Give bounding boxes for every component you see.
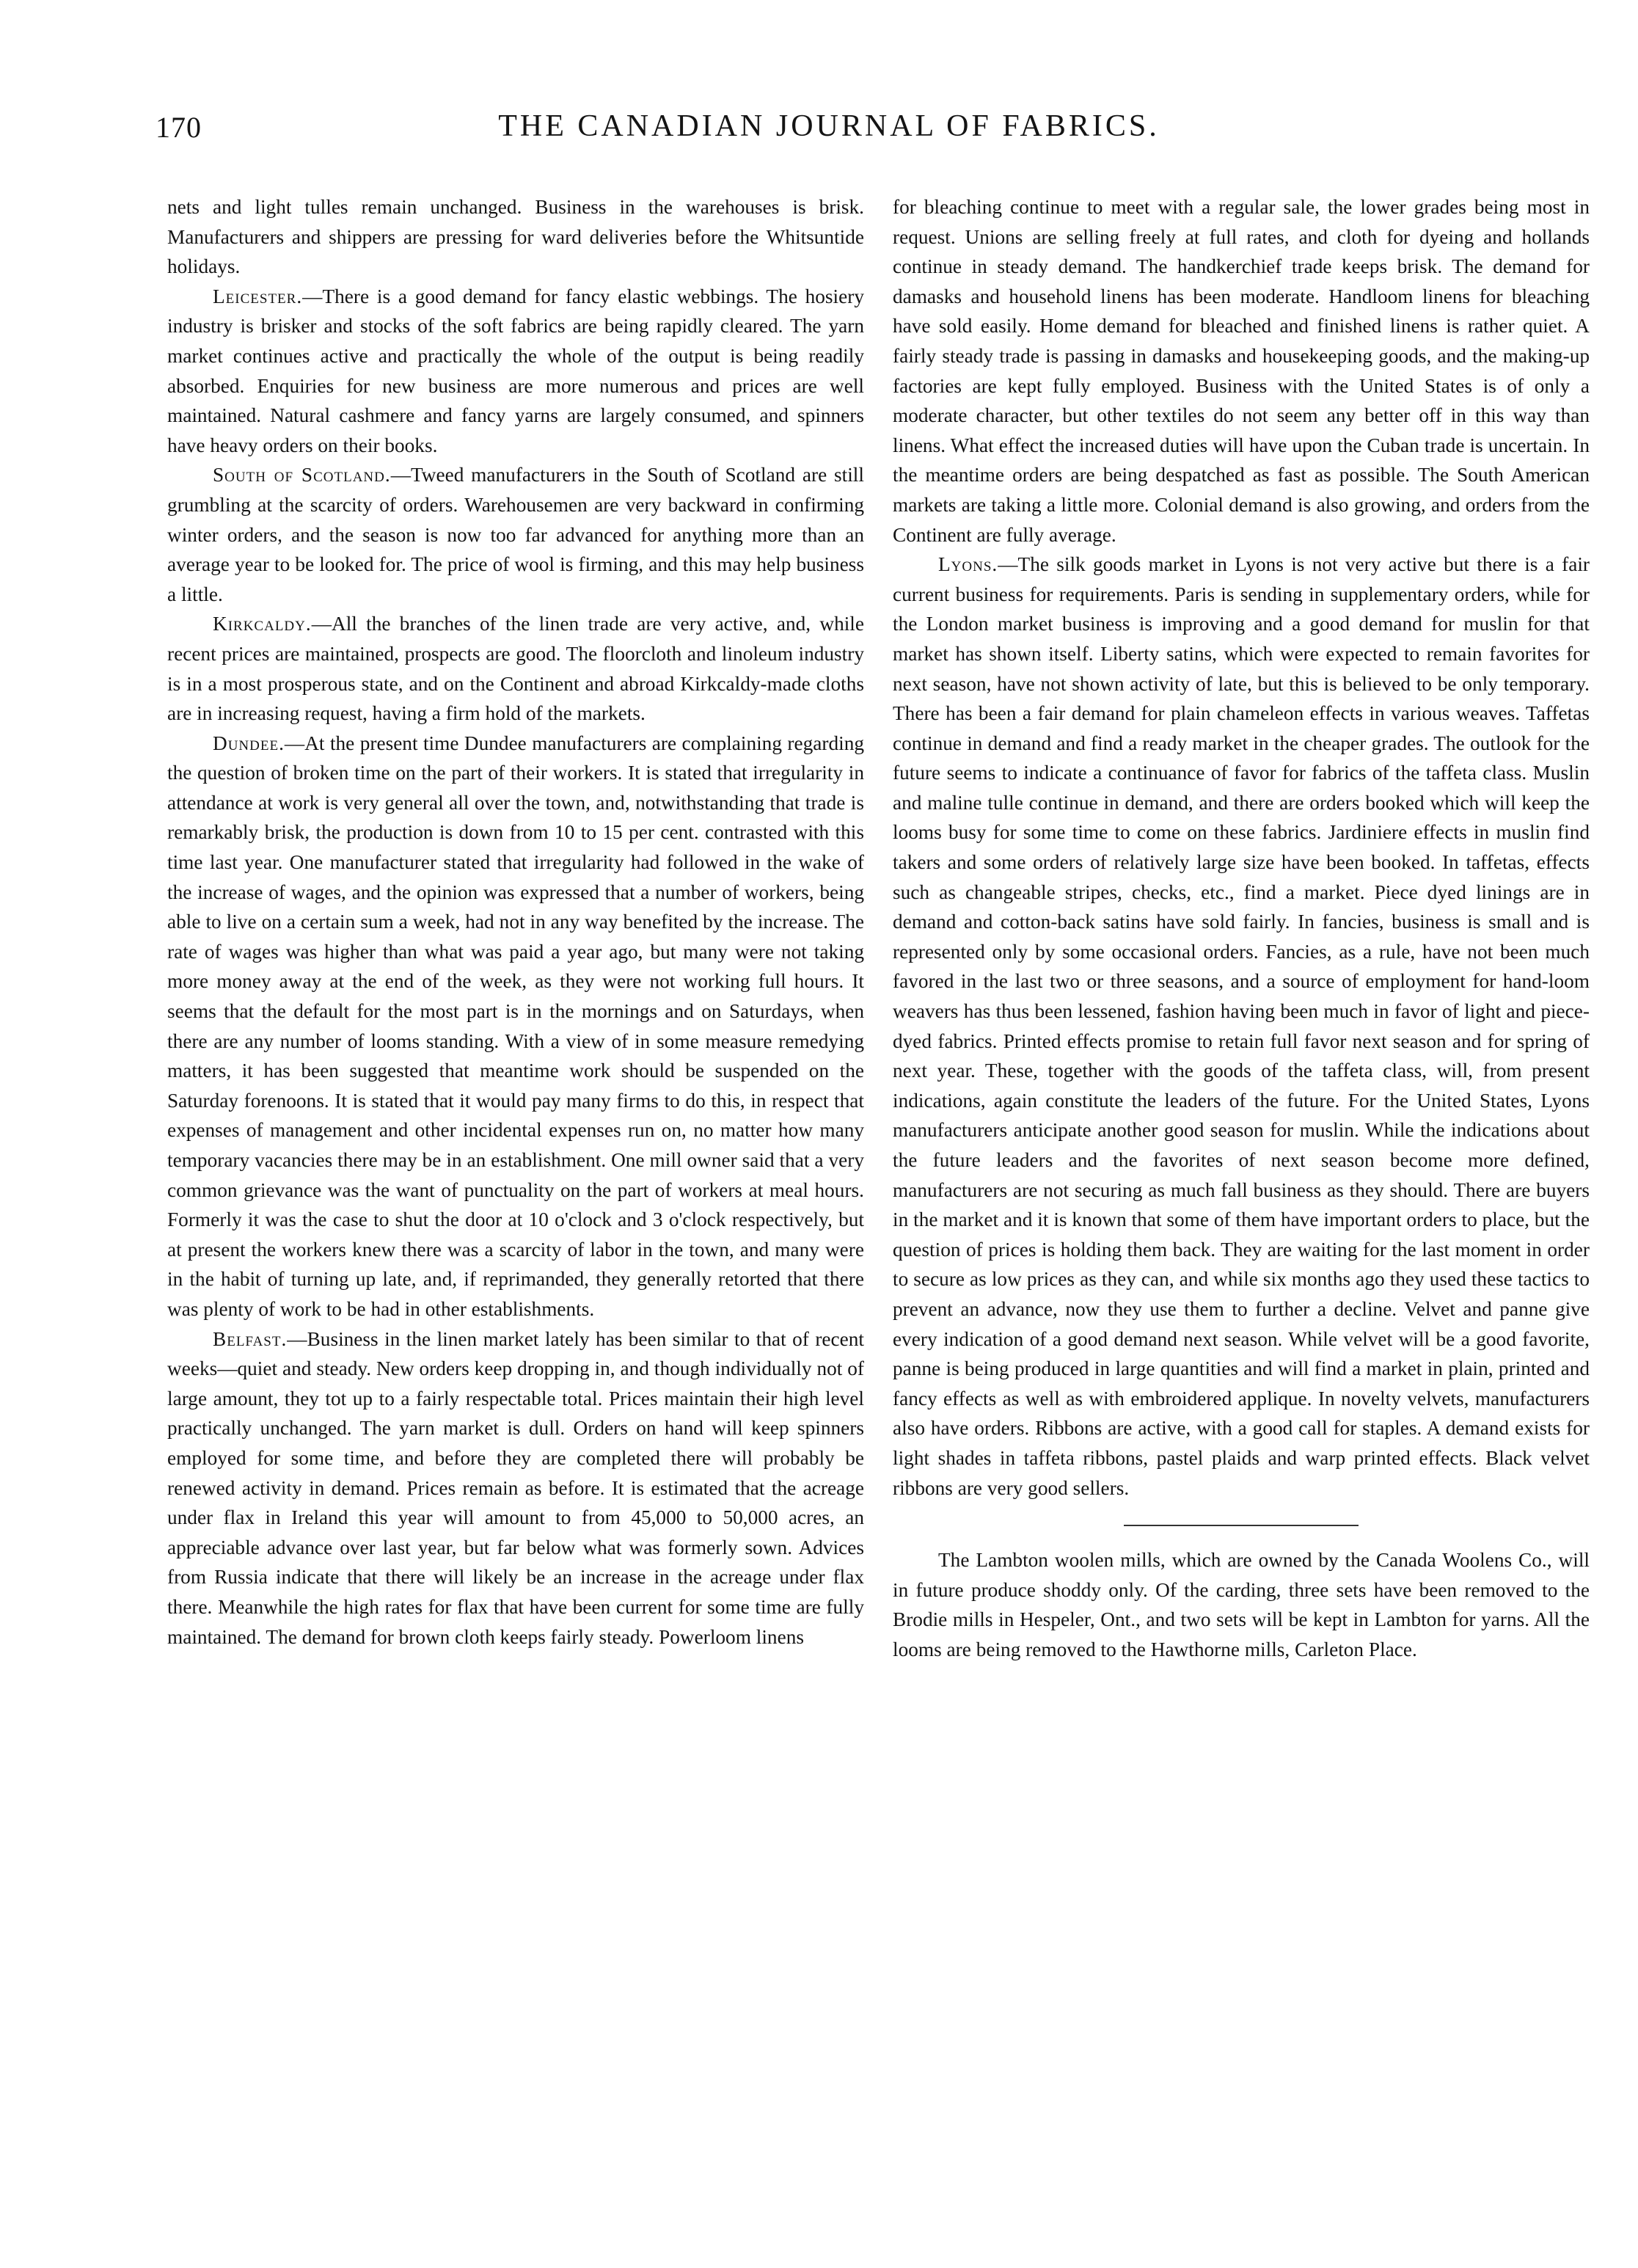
paragraph-text: —Business in the linen market lately has been similar to that of recent weeks—quiet and steady. New orders keep dropping in, and though individually not of large amount, they tot up to a fairly respectable total. Prices maintain their high level practically unchanged. The yarn market is dull. Orders on hand will keep spinners employed for some time, and before they are completed there will probably be renewed activity in demand. Prices remain as before. It is estimated that the acreage under flax in Ireland this year will amount to from 45,000 to 50,000 acres, an appreciable advance over last year, but far below what was formerly sown. Advices from Russia indicate that there will likely be an increase in the acreage under flax there. Meanwhile the high rates for flax that have been current for some time are fully maintained. The demand for brown cloth keeps fairly steady. Powerloom linens xyxy=(167,1327,864,1648)
right-column xyxy=(893,192,1590,1665)
place-heading-dundee: Dundee. xyxy=(213,732,285,754)
place-heading-lyons: Lyons. xyxy=(938,553,998,576)
place-heading-belfast: Belfast. xyxy=(213,1327,288,1350)
paragraph-lyons xyxy=(893,550,1590,1503)
paragraph-south-of-scotland xyxy=(167,460,864,609)
paragraph-text: —At the present time Dundee manufacturers are complaining regarding the question of broken time on the part of their workers. It is stated that irregularity in attendance at work is very general all over the town, and, notwithstanding that trade is remarkably brisk, the production is down from 10 to 15 per cent. contrasted with this time last year. One manufacturer stated that irregularity had followed in the wake of the increase of wages, and the opinion was expressed that a number of workers, being able to live on a certain sum a week, had not in any way benefited by the increase. The rate of wages was higher than what was paid a year ago, but many were not taking more money away at the end of the week, as they were not working full hours. It seems that the default for the most part is in the mornings and on Saturdays, when there are any number of looms standing. With a view of in some measure remedying matters, it has been suggested that meantime work should be suspended on the Saturday forenoons. It is stated that it would pay many firms to do this, in respect that expenses of management and other incidental expenses run on, no matter how many temporary vacancies there may be in an establishment. One mill owner said that a very common grievance was the want of punctuality on the part of workers at meal hours. Formerly it was the case to shut the door at 10 o'clock and 3 o'clock respectively, but at present the workers knew there was a scarcity of labor in the town, and many were in the habit of turning up late, and, if reprimanded, they generally retorted that there was plenty of work to be had in other establishments. xyxy=(167,732,864,1320)
section-divider xyxy=(1124,1525,1359,1526)
paragraph-text: —The silk goods market in Lyons is not very active but there is a fair current business for requirements. Paris is sending in supplementary orders, while for the London market business is improving and a good demand for muslin for that market has shown itself. Liberty satins, which were expected to remain favorites for next season, have not shown activity of late, but this is believed to be only temporary. There has been a fair demand for plain chameleon effects in various weaves. Taffetas continue in demand and find a ready market in the cheaper grades. The outlook for the future seems to indicate a continuance of favor for fabrics of the taffeta class. Muslin and maline tulle continue in demand, and there are orders booked which will keep the looms busy for some time to come on these fabrics. Jardiniere effects in muslin find takers and some orders of relatively large size have been booked. In taffetas, effects such as changeable stripes, checks, etc., find a market. Piece dyed linings are in demand and cotton-back satins have sold fairly. In fancies, business is small and is represented only by some occasional orders. Fancies, as a rule, have not been much favored in the last two or three seasons, and a source of employment for hand-loom weavers has thus been lessened, fashion having been much in favor of light and piece-dyed fabrics. Printed effects promise to retain full favor next season and for spring of next year. These, together with the goods of the taffeta class, will, from present indications, again constitute the leaders of the future. For the United States, Lyons manufacturers anticipate another good season for muslin. While the indications about the future leaders and the favorites of next season become more defined, manufacturers are not securing as much fall business as they should. There are buyers in the market and it is known that some of them have important orders to place, but the question of prices is holding them back. They are waiting for the last moment in order to secure as low prices as they can, and while six months ago they used these tactics to prevent an advance, now they use them to further a decline. Velvet and panne give every indication of a good demand next season. While velvet will be a good favorite, panne is being produced in large quantities and will find a market in plain, printed and fancy effects as well as with embroidered applique. In novelty velvets, manufacturers also have orders. Ribbons are active, with a good call for staples. A demand exists for light shades in taffeta ribbons, pastel plaids and warp printed effects. Black velvet ribbons are very good sellers. xyxy=(893,553,1590,1499)
paragraph-kirkcaldy xyxy=(167,609,864,728)
paragraph-continued: nets and light tulles remain unchanged. Business in the warehouses is brisk. Manufacturers and shippers are pressing for ward deliveries before the Whitsuntide holidays. xyxy=(167,196,864,278)
place-heading-kirkcaldy: Kirkcaldy. xyxy=(213,613,312,635)
news-notice xyxy=(893,1545,1590,1664)
paragraph-text: —All the branches of the linen trade are very active, and, while recent prices are maintained, prospects are good. The floorcloth and linoleum industry is in a most prosperous state, and on the Continent and abroad Kirkcaldy-made cloths are in increasing request, having a firm hold of the markets. xyxy=(167,613,864,725)
paragraph-text: —There is a good demand for fancy elastic webbings. The hosiery industry is brisker and stocks of the soft fabrics are being rapidly cleared. The yarn market continues active and practically the whole of the output is being readily absorbed. Enquiries for new business are more numerous and prices are well maintained. Natural cashmere and fancy yarns are largely consumed, and spinners have heavy orders on their books. xyxy=(167,285,864,456)
paragraph-belfast xyxy=(167,1324,864,1652)
paragraph-text: —Tweed manufacturers in the South of Scotland are still grumbling at the scarcity of orders. Warehousemen are very backward in confirming winter orders, and the season is now too far advanced for anything more than an average year to be looked for. The price of wool is firming, and this may help business a little. xyxy=(167,464,864,605)
notice-paragraph: The Lambton woolen mills, which are owned by the Canada Woolens Co., will in future produce shoddy only. Of the carding, three sets have been removed to the Brodie mills in Hespeler, Ont., and two sets will be kept in Lambton for yarns. All the looms are being removed to the Hawthorne mills, Carleton Place. xyxy=(893,1549,1590,1660)
paragraph-leicester xyxy=(167,282,864,461)
running-title: THE CANADIAN JOURNAL OF FABRICS. xyxy=(498,109,1160,143)
place-heading-south-of-scotland: South of Scotland. xyxy=(213,464,391,486)
paragraph-dundee xyxy=(167,729,864,1324)
left-column xyxy=(167,192,864,1652)
page-number: 170 xyxy=(156,111,202,144)
place-heading-leicester: Leicester. xyxy=(213,285,303,307)
paragraph-continued: for bleaching continue to meet with a regular sale, the lower grades being most in request. Unions are selling freely at full rates, and cloth for dyeing and hollands continue in steady demand. The handkerchief trade keeps brisk. The demand for damasks and household linens has been moderate. Handloom linens for bleaching have sold easily. Home demand for bleached and finished linens is rather quiet. A fairly steady trade is passing in damasks and housekeeping goods, and the making-up factories are kept fully employed. Business with the United States is of only a moderate character, but other textiles do not seem any better off in this way than linens. What effect the increased duties will have upon the Cuban trade is uncertain. In the meantime orders are being despatched as fast as possible. The South American markets are taking a little more. Colonial demand is also growing, and orders from the Continent are fully average. xyxy=(893,196,1590,546)
